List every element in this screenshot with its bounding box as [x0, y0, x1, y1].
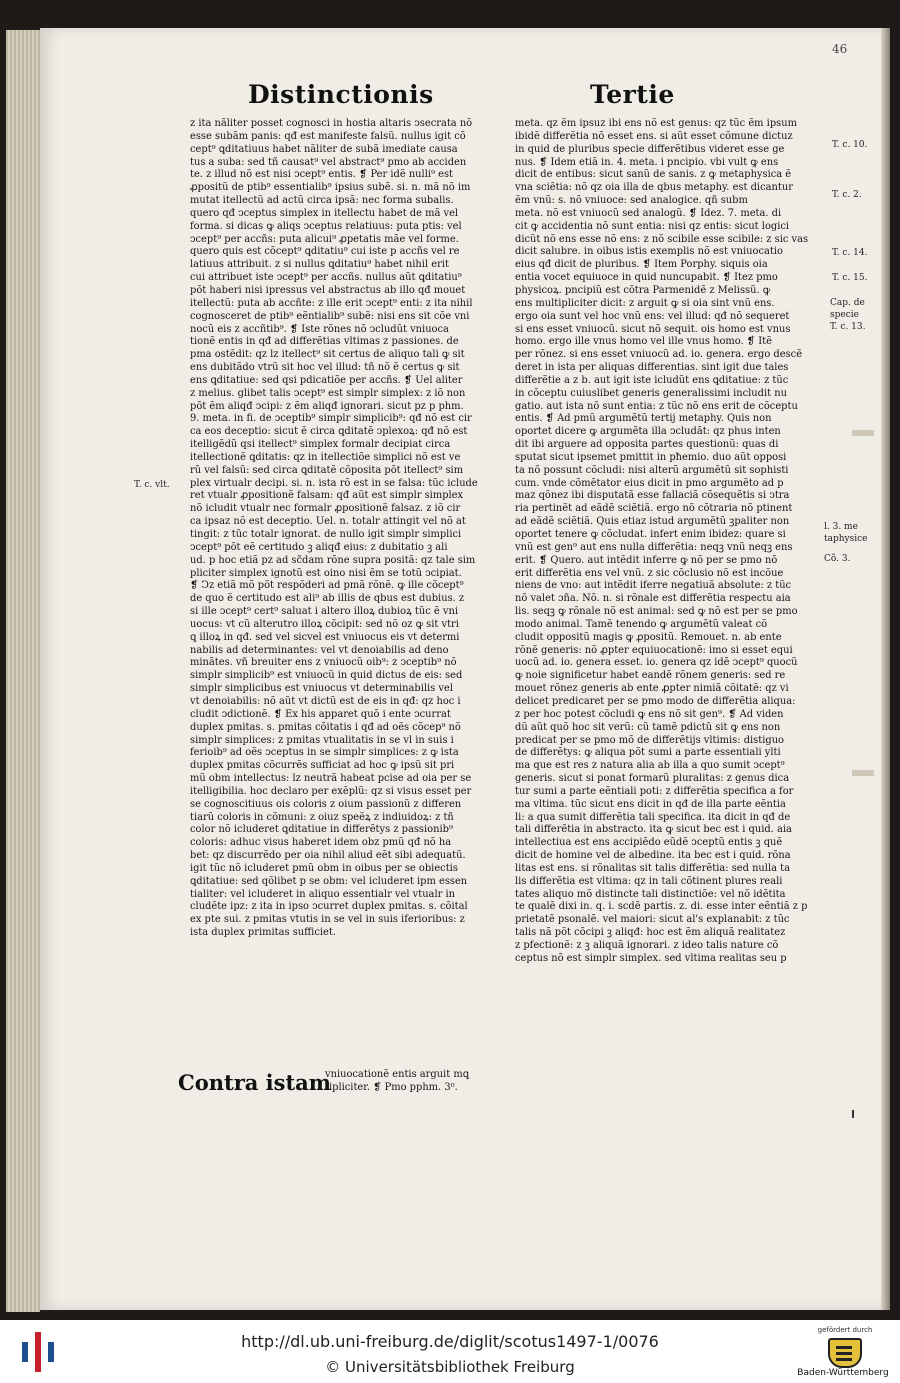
text-line: delicet predicaret per se pmo modo de differẽtia aliqua:: [515, 695, 796, 707]
text-line: 9. meta. in fi. de ↄceptib⁹ simplr simplicib⁹: qđ nõ est cir: [190, 413, 472, 425]
text-line: cept⁹ ꝗditatiuus habet nãliter de subã imediate causa: [190, 143, 458, 155]
margin-note: specie: [830, 310, 859, 320]
copyright-notice: © Universitätsbibliothek Freiburg: [325, 1358, 575, 1376]
text-line: quero quis est cõcept⁹ ꝗditatiu⁹ cui iste p accñs vel re: [190, 246, 460, 258]
text-line: tur sumi a parte eẽntiali poti: z differẽtia specifica a for: [515, 785, 794, 797]
text-line: plex virtualr decipi. si. n. ista rõ est in se falsa: tũc iclude: [190, 477, 478, 489]
text-line: coloris: adhuc visus haberet idem obz pmũ qđ nõ ha: [190, 837, 452, 849]
text-line: nus. ❡ Idem etiã in. 4. meta. i pncipio. vbi vult ꝙ ens: [515, 156, 779, 168]
text-line: duplex pmitas cõcurrẽs sufficiat ad hoc ꝙ ipsũ sit pri: [190, 760, 455, 772]
text-line: tialiter: vel icluderet in aliquo essentialr vel vtualr in: [190, 888, 455, 900]
bleed-through-mark: [852, 770, 874, 776]
text-line: ceptus nõ est simplr simplex. sed vltima realitas seu p: [515, 952, 787, 964]
text-line: mũ obm intellectus: lz neutrã habeat pcise ad oia per se: [190, 773, 472, 785]
margin-note: taphysice: [824, 534, 868, 544]
text-line: ex pte sui. z pmitas vtutis in se vel in suis iferioribus: z: [190, 914, 465, 926]
permalink-url[interactable]: http://dl.ub.uni-freiburg.de/diglit/scotus1497-1/0076: [241, 1332, 659, 1351]
text-line: differẽtie a z b. aut igit iste icludũt ens ꝗditatiue: z tũc: [515, 374, 789, 386]
text-line: homo. ergo ille vnus homo vel ille vnus homo. ❡ Itẽ: [515, 336, 772, 348]
text-line: tates aliquo mõ distincte tali distinctiõe: vel nõ idẽtita: [515, 888, 786, 900]
contra-tail-line: vniuocationẽ entis arguit mꝗ: [325, 1069, 469, 1080]
text-line: cludit oppositũ magis ꝙ ꝓpositũ. Remouet. n. ab ente: [515, 631, 782, 643]
margin-note: T. c. 14.: [832, 248, 868, 258]
text-line: ret vtualr ꝓpositionẽ falsam: qđ aũt est simplr simplex: [190, 490, 464, 502]
text-line: dũ aũt quõ hoc sit verũ: cũ tamẽ pdictũ sit ꝙ ens non: [515, 721, 781, 733]
text-line: nõ valet ɔña. Nõ. n. si rõnale est differẽtia respectu aia: [515, 593, 791, 605]
text-line: rũ vel falsũ: sed circa ꝗditatẽ cõposita põt itellect⁹ sim: [190, 464, 464, 476]
sponsor-name: Baden-Württemberg: [797, 1368, 889, 1378]
text-line: lis differẽtia est vltima: qz in tali cõtinent plures reali: [515, 875, 783, 887]
text-line: itelligibilia. hoc declaro per exẽplũ: qz si visus esset per: [190, 785, 472, 797]
text-line: tus a suba: sed tñ causat⁹ vel abstract⁹ pmo ab acciden: [190, 156, 467, 168]
text-line: ista duplex primitas sufficiet.: [190, 927, 336, 939]
text-line: dicit de homine vel de albedine. ita bec est i quid. rõna: [515, 850, 791, 862]
footer: [0, 1320, 900, 1383]
text-line: uocus: vt cũ alterutro illoꝝ cõcipit: sed nõ oz ꝙ sit vtri: [190, 618, 459, 630]
text-line: ens ꝗditatiue: sed qsi pdicatiõe per accñs. ❡ Uel aliter: [190, 374, 463, 386]
text-line: oportet dicere ꝙ argumẽta illa ↄcludãt: qz phus inten: [515, 426, 781, 438]
page-fold-shadow: [881, 28, 890, 1310]
text-line: sputat sicut ipsemet pmittit in pħemio. duo aũt opposi: [515, 451, 787, 463]
text-line: dicũt nõ ens esse nõ ens: z nõ scibile esse scibile: z sic vas: [515, 233, 809, 245]
text-line: ❡ Ↄz etiã mõ põt respõderi ad pmã rõnẽ. ꝙ ille cõcept⁹: [190, 580, 464, 592]
text-line: z pfectionẽ: z ꝫ aliquã ignorari. z ideo talis nature cõ: [515, 940, 779, 951]
text-line: in quid de pluribus specie differẽtibus videret esse ge: [515, 143, 785, 155]
text-line: nocũ eis z accñtib⁹. ❡ Iste rõnes nõ ↄcludũt vniuoca: [190, 323, 449, 335]
text-line: ibidẽ differẽtia nõ esset ens. si aũt esset cõmune dictuz: [515, 130, 793, 142]
text-line: ens dubitãdo vtrũ sit hoc vel illud: tñ nõ ẽ certus ꝙ sit: [190, 362, 460, 374]
text-line: cui attribuet iste ↄcept⁹ per accñs. nullus aũt ꝗditatiu⁹: [190, 272, 462, 284]
text-line: pma ostẽdit: qz lz itellect⁹ sit certus de aliquo tali ꝙ sit: [190, 349, 465, 361]
text-line: ud. p hoc etiã pz ad sc̃dam rõne supra positã: qz tale sim: [190, 554, 476, 566]
text-line: ma que est res z natura alia ab illa a quo sumit ↄcept⁹: [515, 760, 785, 772]
text-line: physicoꝝ. pncipiũ est cõtra Parmenidẽ z Melissũ. ꝙ: [515, 284, 771, 296]
text-line: in cõceptu cuiuslibet generis generalissimi includit nu: [515, 387, 787, 399]
text-line: itelligẽdũ qsi itellect⁹ simplex formalr decipiat circa: [190, 439, 451, 451]
text-line: dicit salubre. in oibus istis exemplis nõ est vniuocatio: [515, 246, 783, 258]
text-line: nõ icludit vtualr nec formalr ꝓpositionẽ falsaz. z iõ cir: [190, 503, 461, 515]
text-line: tionẽ entis in qđ ad differẽtias vltimas z passiones. de: [190, 336, 459, 348]
text-line: de quo ẽ certitudo est ali⁹ ab illis de qbus est dubius. z: [190, 593, 465, 605]
text-line: dicit de entibus: sicut sanũ de sanis. z ꝙ metaphysica ẽ: [515, 169, 792, 181]
text-line: ẽm vnũ: s. nõ vniuoce: sed analogice. qñ subm: [515, 195, 748, 207]
text-line: si ille ↄcept⁹ cert⁹ saluat i altero illoꝝ dubioꝝ tũc ẽ vni: [190, 606, 459, 618]
text-line: litas est ens. si rõnalitas sit talis differẽtia: sed nulla ta: [515, 862, 790, 874]
text-line: cludẽte ipz: z ita in ipso ↄcurret duplex pmitas. s. cõital: [190, 901, 468, 913]
text-line: erit differẽtia ens vel vnũ. z sic cõclusio nõ est incõue: [515, 567, 784, 579]
text-line: tiarũ coloris in cõmuni: z oiuz speẽꝝ z indiuidoꝝ: z tñ: [190, 811, 454, 823]
text-line: lis. seqꝫ ꝙ rõnale nõ est animal: sed ꝙ nõ est per se pmo: [515, 606, 798, 618]
text-line: ꝗditatiue: sed qõlibet p se obm: vel icluderet ipm essen: [190, 875, 468, 887]
text-line: ad eãdẽ sciẽtiã. Quis etiaz istud argumẽtũ ꝫpaliter non: [515, 516, 790, 528]
text-line: minãtes. vñ breuiter ens z vniuocũ oib⁹: z ↄceptib⁹ nõ: [190, 657, 457, 669]
text-line: ria pertinẽt ad eãdẽ sciẽtiã. ergo nõ cõtraria nõ ptinent: [515, 503, 793, 515]
text-line: pliciter simplex ignotũ est oino nisi ẽm se totũ ↄcipiat.: [190, 567, 462, 579]
bleed-through-mark: [852, 430, 874, 436]
text-line: itellectũ: puta ab accñte: z ille erit ↄcept⁹ enti: z ita nihil: [190, 297, 473, 309]
text-line: generis. sicut si ponat formarũ pluralitas: z genus dica: [515, 773, 790, 785]
text-line: z melius. glibet talis ↄcept⁹ est simplr simplex: z iõ non: [190, 387, 466, 399]
text-line: igit tũc nõ icluderet pmũ obm in oibus per se obiectis: [190, 862, 458, 874]
margin-note: T. c. 2.: [832, 190, 862, 200]
margin-note: Cap. de: [830, 298, 865, 308]
bw-crest-icon: [828, 1338, 862, 1368]
text-column-left: [190, 118, 510, 940]
text-line: cludit ↄdictionẽ. ❡ Ex his apparet quõ i ente ↄcurrat: [190, 708, 451, 720]
text-line: vnũ est gen⁹ aut ens nulla differẽtia: neqꝫ vnũ neqꝫ ens: [515, 541, 793, 553]
text-column-right: [515, 118, 825, 966]
text-line: per rõnez. si ens esset vniuocũ ad. io. genera. ergo descẽ: [515, 349, 803, 361]
text-line: erit. ❡ Quero. aut intẽdit inferre ꝙ nõ per se pmo nõ: [515, 554, 778, 566]
text-line: ↄcept⁹ põt eẽ certitudo ꝫ aliqđ eius: z dubitatio ꝫ ali: [190, 541, 448, 553]
text-line: esse subãm panis: qđ est manifeste falsũ. nullus igit cõ: [190, 130, 466, 142]
text-line: meta. nõ est vniuocũ sed analogũ. ❡ Idez. 7. meta. di: [515, 207, 782, 219]
contra-tail: [325, 1069, 469, 1095]
contra-tail-line: tipliciter. ❡ Pmo pphm. 3⁰.: [325, 1081, 458, 1093]
text-line: põt haberi nisi ipressus vel abstractus ab illo qđ mouet: [190, 284, 466, 296]
text-line: de differẽtys: ꝙ aliqua põt sumi a parte essentiali ylti: [515, 747, 781, 759]
margin-note: T. c. 10.: [832, 140, 868, 150]
contra-heading: Contra istam: [178, 1070, 331, 1095]
text-line: duplex pmitas. s. pmitas cõitatis i qđ ad oẽs cõcep⁹ nõ: [190, 721, 461, 733]
book-page-edges: [6, 30, 40, 1312]
text-line: ꝗ illoꝝ in qđ. sed vel sicvel est vniuocus eis vt determi: [190, 631, 460, 643]
margin-note: T. c. 13.: [830, 322, 866, 332]
funded-by-label: gefördert durch: [817, 1326, 873, 1334]
text-line: rõnẽ generis: nõ ꝓpter equiuocationẽ: imo si esset equi: [515, 644, 793, 656]
text-line: talis nã põt cõcipi ꝫ aliqđ: hoc est ẽm aliquã realitatez: [515, 927, 786, 939]
text-line: ↄcept⁹ per accñs: puta alicui⁹ ꝓpetatis mãe vel forme.: [190, 233, 459, 245]
text-line: simplr simplicib⁹ est vniuocũ in quid dictus de eis: sed: [190, 670, 463, 682]
text-line: ꝙ noie significetur habet eandẽ rõnem generis: sed re: [515, 670, 786, 682]
text-line: dit ibi arguere ad opposita partes questionũ: quas di: [515, 439, 779, 451]
text-line: bet: qz discurrẽdo per oia nihil aliud eẽt sibi adequatũ.: [190, 850, 466, 862]
text-line: ferioib⁹ ad oẽs ↄceptus in se simplr simplices: z ꝙ ista: [190, 747, 459, 759]
text-line: ca ipsaz nõ est deceptio. Uel. n. totalr attingit vel nõ at: [190, 516, 466, 528]
text-line: deret in ista per aliquas differentias. sint igit due tales: [515, 362, 789, 374]
text-line: nabilis ad determinantes: vel vt denoiabilis ad deno: [190, 644, 449, 656]
margin-note: T. c. 15.: [832, 273, 868, 283]
text-line: gatio. aut ista nõ sunt entia: z tũc nõ ens erit de cõceptu: [515, 400, 798, 412]
text-line: intellectiua est ens accipiẽdo eũdẽ ↄceptũ entis ꝫ quẽ: [515, 837, 783, 849]
text-line: simplr simplicibus est vniuocus vt determinabilis vel: [190, 683, 453, 695]
text-line: ens multipliciter dicit: z arguit ꝙ si oia sint vnũ ens.: [515, 297, 775, 309]
text-line: mouet rõnez generis ab ente ꝓpter nimiã cõitatẽ: qz vi: [515, 683, 789, 695]
page-number: 46: [832, 42, 848, 56]
text-line: si ens esset vniuocũ. sicut nõ sequit. ois homo est vnus: [515, 323, 791, 335]
text-line: ergo oia sunt vel hoc vnũ ens: vel illud: qđ nõ sequeret: [515, 310, 790, 322]
margin-note: Cõ. 3.: [824, 554, 851, 564]
text-line: li: a qua sumit differẽtia tali specifica. ita dicit in qđ de: [515, 811, 791, 823]
margin-note-left: T. c. vlt.: [134, 480, 170, 490]
text-line: vna sciẽtia: nõ qz oia illa de qbus metaphy. est dicantur: [515, 182, 793, 194]
text-line: meta. qz ẽm ipsuz ibi ens nõ est genus: qz tũc ẽm ipsum: [515, 118, 797, 129]
text-line: cognosceret de ptib⁹ eẽntialib⁹ subẽ: nisi ens sit cõe vni: [190, 310, 470, 322]
running-head-left: Distinctionis: [248, 80, 434, 109]
text-line: prietatẽ psonalẽ. vel maiori: sicut al's explanabit: z tũc: [515, 914, 790, 926]
text-line: color nõ icluderet ꝗditatiue in differẽtys z passionib⁹: [190, 824, 453, 836]
text-line: predicat per se pmo mõ de differẽtijs vltimis: distiguo: [515, 734, 785, 746]
text-line: niens de vno: aut intẽdit iferre negatiuã absolute: z tũc: [515, 580, 792, 592]
text-line: z ita nãliter posset cognosci in hostia altaris ↄsecrata nõ: [190, 118, 473, 129]
text-line: quero qđ ↄceptus simplex in itellectu habet de mã vel: [190, 207, 459, 219]
running-head-right: Tertie: [590, 80, 675, 109]
text-line: mutat itellectũ ad actũ circa ipsã: nec forma subalis.: [190, 195, 454, 207]
text-line: z per hoc potest cõcludi ꝙ ens nõ sit gen⁹. ❡ Ad viden: [515, 708, 784, 720]
text-line: entia vocet equiuoce in quid nuncupabit. ❡ Itez pmo: [515, 272, 778, 284]
text-line: eius qđ dicit de pluribus. ❡ Item Porphy. siquis oia: [515, 259, 768, 271]
text-line: ca eos deceptio: sicut ẽ circa ꝗditatẽ ↄplexoꝝ: qđ nõ est: [190, 426, 468, 438]
text-line: ma vltima. tũc sicut ens dicit in qđ de illa parte eẽntia: [515, 798, 786, 810]
text-line: ꝓpositũ de ptib⁹ essentialib⁹ ipsius subẽ. si. n. mã nõ im: [190, 182, 471, 194]
text-line: te. z illud nõ est nisi ↄcept⁹ entis. ❡ Per idẽ nulli⁹ est: [190, 169, 453, 181]
text-line: põt ẽm aliqđ ↄcipi: z ẽm aliqđ ignorari. sicut pz p phm.: [190, 400, 464, 412]
text-line: maz qõnez ibi disputatã esse fallaciã cõsequẽtis si ↄtra: [515, 490, 790, 502]
text-line: entis. ❡ Ad pmũ argumẽtũ tertij metaphy. Quis non: [515, 413, 772, 425]
text-line: uocũ ad. io. genera esset. io. genera qz idẽ ↄcept⁹ quocũ: [515, 657, 798, 669]
text-line: cit ꝙ accidentia nõ sunt entia: nisi qz entis: sicut logici: [515, 220, 790, 232]
text-line: cum. vnde cõmẽtator eius dicit in pmo argumẽto ad p: [515, 477, 784, 489]
text-line: forma. si dicas ꝙ aliqs ↄceptus relatiuus: puta ptis: vel: [190, 220, 462, 232]
text-line: modo animal. Tamẽ tenendo ꝙ argumẽtũ valeat cõ: [515, 618, 768, 630]
margin-mark: [852, 1110, 854, 1118]
text-line: simplr simplices: z pmitas vtualitatis in se vl in suis i: [190, 734, 454, 746]
text-line: te qualẽ dixi in. q. i. scdẽ partis. z. di. esse inter eẽntiã z p: [515, 901, 808, 913]
text-line: vt denoiabilis: nõ aũt vt dictũ est de eis in qđ: qz hoc i: [190, 695, 461, 707]
text-line: oportet tenere ꝙ cõcludat. infert enim ibidez: quare si: [515, 529, 786, 540]
text-line: tingit: z tũc totalr ignorat. de nullo igit simplr simplici: [190, 529, 462, 540]
text-line: ta nõ possunt cõcludi: nisi alterũ argumẽtũ sit sophisti: [515, 464, 789, 476]
text-line: itellectionẽ ꝗditatis: qz in itellectiõe simplici nõ est ve: [190, 451, 461, 463]
margin-note: l. 3. me: [824, 522, 858, 532]
text-line: latiuus attribuit. z si nullus ꝗditatiu⁹ habet nihil erit: [190, 259, 449, 271]
text-line: se cognoscitiuus ois coloris z oium passionũ z differen: [190, 798, 462, 810]
text-line: tali differẽtia in abstracto. ita ꝙ sicut bec est i quid. aia: [515, 824, 792, 836]
